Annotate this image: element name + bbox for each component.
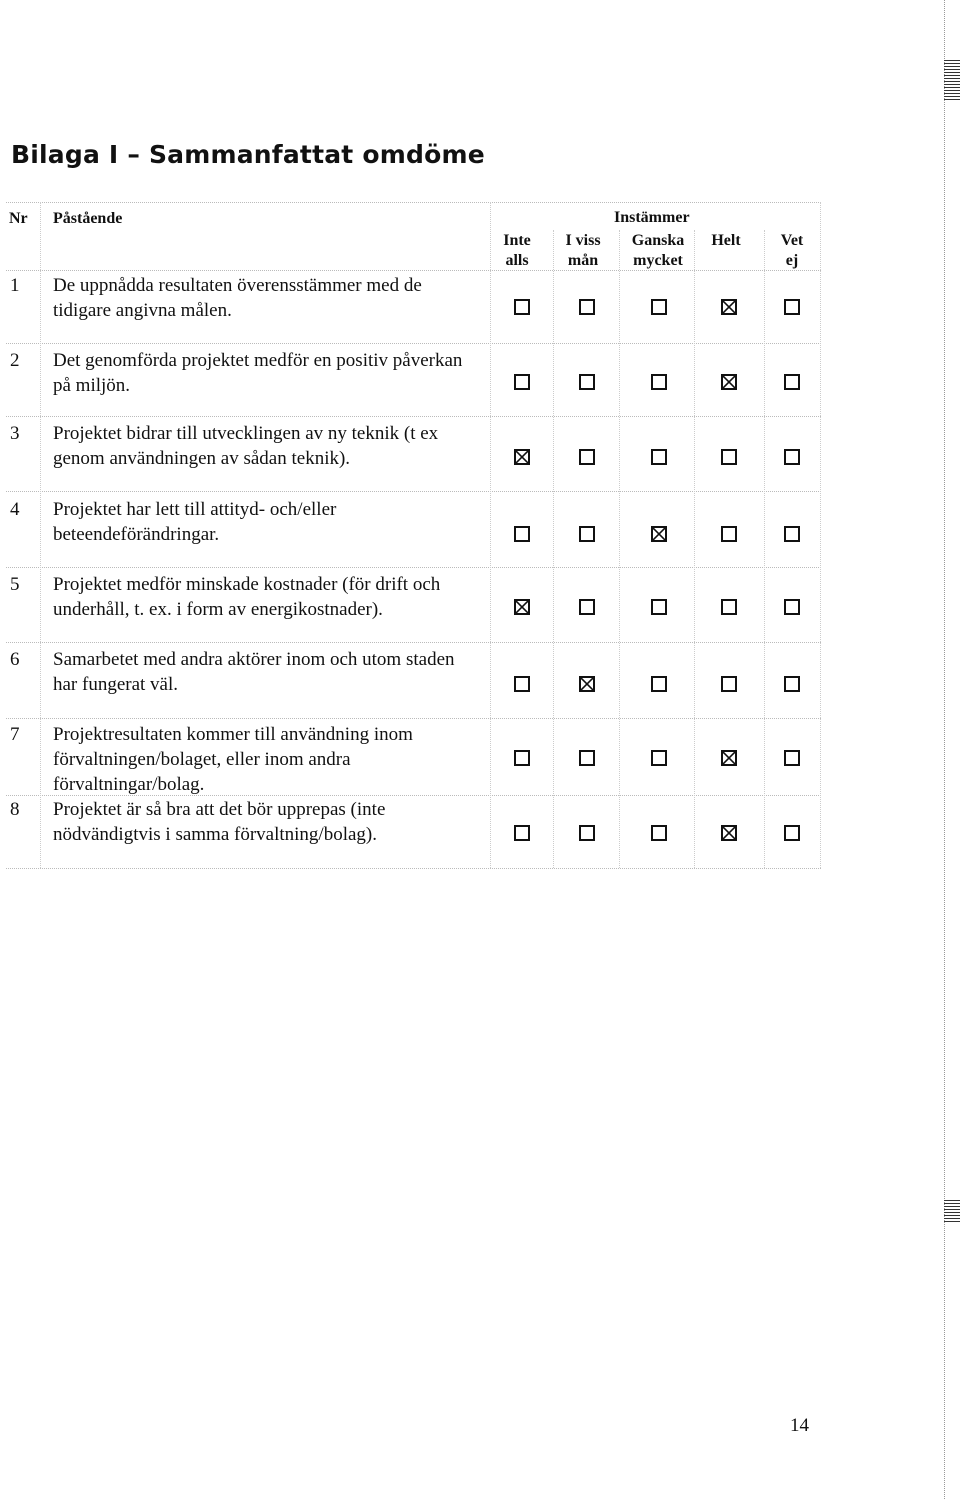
column-header-line1: Helt — [711, 232, 741, 249]
row-number: 7 — [10, 724, 20, 745]
row-statement: Projektet medför minskade kostnader (för drift och underhåll, t. ex. i form av energikostnader). — [53, 574, 441, 620]
checkbox-ganska-mycket[interactable] — [651, 374, 667, 390]
checkbox-vet-ej[interactable] — [784, 676, 800, 692]
checkmark-x-icon — [581, 678, 593, 690]
checkbox-i-viss-man[interactable] — [579, 299, 595, 315]
checkbox-vet-ej[interactable] — [784, 449, 800, 465]
checkbox-inte-alls[interactable] — [514, 676, 530, 692]
scan-edge-mark — [944, 1200, 960, 1222]
page-title: Bilaga I – Sammanfattat omdöme — [11, 140, 485, 169]
row-statement: Samarbetet med andra aktörer inom och utom staden har fungerat väl. — [53, 649, 455, 695]
checkbox-ganska-mycket[interactable] — [651, 750, 667, 766]
row-number: 3 — [10, 423, 20, 444]
table-rule — [820, 202, 821, 868]
checkbox-vet-ej[interactable] — [784, 825, 800, 841]
checkbox-i-viss-man[interactable] — [579, 750, 595, 766]
checkmark-x-icon — [723, 376, 735, 388]
row-number: 8 — [10, 799, 20, 820]
table-rule — [40, 202, 41, 868]
checkmark-x-icon — [723, 301, 735, 313]
checkbox-inte-alls[interactable] — [514, 825, 530, 841]
row-statement: Projektet bidrar till utvecklingen av ny teknik (t ex genom användningen av sådan teknik). — [53, 423, 439, 469]
column-header-line2: alls — [505, 252, 529, 269]
column-header-i-viss-man — [543, 231, 623, 271]
checkbox-vet-ej[interactable] — [784, 299, 800, 315]
header-nr: Nr — [9, 210, 28, 227]
checkbox-ganska-mycket[interactable] — [651, 825, 667, 841]
checkbox-i-viss-man[interactable] — [579, 449, 595, 465]
header-statement: Påstående — [53, 210, 123, 227]
checkmark-x-icon — [653, 528, 665, 540]
table-rule — [6, 416, 821, 417]
column-header-line2: mån — [567, 252, 599, 269]
table-rule — [6, 202, 821, 203]
checkbox-inte-alls[interactable] — [514, 449, 530, 465]
checkbox-inte-alls[interactable] — [514, 750, 530, 766]
scan-edge-line — [944, 0, 945, 1499]
table-rule — [764, 230, 765, 868]
checkbox-i-viss-man[interactable] — [579, 374, 595, 390]
checkbox-ganska-mycket[interactable] — [651, 299, 667, 315]
checkbox-vet-ej[interactable] — [784, 599, 800, 615]
table-rule — [490, 202, 491, 868]
checkbox-helt[interactable] — [721, 299, 737, 315]
table-rule — [6, 567, 821, 568]
checkbox-ganska-mycket[interactable] — [651, 449, 667, 465]
checkbox-helt[interactable] — [721, 374, 737, 390]
checkbox-i-viss-man[interactable] — [579, 599, 595, 615]
column-header-line1: Inte — [503, 232, 531, 249]
row-statement: Projektet har lett till attityd- och/eller beteendeförändringar. — [53, 499, 337, 545]
checkmark-x-icon — [516, 451, 528, 463]
table-rule — [553, 230, 554, 868]
checkbox-helt[interactable] — [721, 750, 737, 766]
checkbox-vet-ej[interactable] — [784, 374, 800, 390]
checkbox-i-viss-man[interactable] — [579, 676, 595, 692]
checkbox-vet-ej[interactable] — [784, 526, 800, 542]
row-number: 5 — [10, 574, 20, 595]
header-group-label: Instämmer — [614, 209, 690, 226]
checkbox-ganska-mycket[interactable] — [651, 676, 667, 692]
column-header-line2: mycket — [633, 252, 683, 269]
table-rule — [694, 230, 695, 868]
scan-edge-mark — [944, 60, 960, 100]
table-rule — [6, 868, 821, 869]
checkbox-helt[interactable] — [721, 449, 737, 465]
checkmark-x-icon — [723, 827, 735, 839]
checkbox-vet-ej[interactable] — [784, 750, 800, 766]
checkbox-inte-alls[interactable] — [514, 599, 530, 615]
checkbox-ganska-mycket[interactable] — [651, 599, 667, 615]
row-statement: Projektresultaten kommer till användning inom förvaltningen/bolaget, eller inom andra förvaltningar/bolag. — [53, 724, 413, 795]
row-number: 4 — [10, 499, 20, 520]
checkbox-helt[interactable] — [721, 526, 737, 542]
table-rule — [6, 642, 821, 643]
checkbox-inte-alls[interactable] — [514, 299, 530, 315]
table-rule — [6, 270, 821, 271]
table-rule — [6, 491, 821, 492]
checkmark-x-icon — [723, 752, 735, 764]
column-header-line1: Ganska — [631, 232, 685, 249]
row-statement: Projektet är så bra att det bör upprepas (inte nödvändigtvis i samma förvaltning/bolag). — [53, 799, 386, 845]
checkbox-helt[interactable] — [721, 599, 737, 615]
checkbox-helt[interactable] — [721, 676, 737, 692]
row-statement: De uppnådda resultaten överensstämmer med de tidigare angivna målen. — [53, 275, 422, 321]
checkbox-i-viss-man[interactable] — [579, 825, 595, 841]
checkbox-ganska-mycket[interactable] — [651, 526, 667, 542]
row-number: 2 — [10, 350, 20, 371]
row-number: 1 — [10, 275, 20, 296]
checkbox-i-viss-man[interactable] — [579, 526, 595, 542]
checkmark-x-icon — [516, 601, 528, 613]
column-header-line1: I viss — [565, 232, 601, 249]
row-number: 6 — [10, 649, 20, 670]
checkbox-inte-alls[interactable] — [514, 526, 530, 542]
table-rule — [6, 343, 821, 344]
checkbox-helt[interactable] — [721, 825, 737, 841]
page-number: 14 — [790, 1415, 809, 1436]
column-header-line1: Vet — [780, 232, 804, 249]
checkbox-inte-alls[interactable] — [514, 374, 530, 390]
column-header-line2: ej — [785, 252, 799, 269]
table-rule — [619, 230, 620, 868]
row-statement: Det genomförda projektet medför en positiv påverkan på miljön. — [53, 350, 463, 396]
table-rule — [6, 718, 821, 719]
